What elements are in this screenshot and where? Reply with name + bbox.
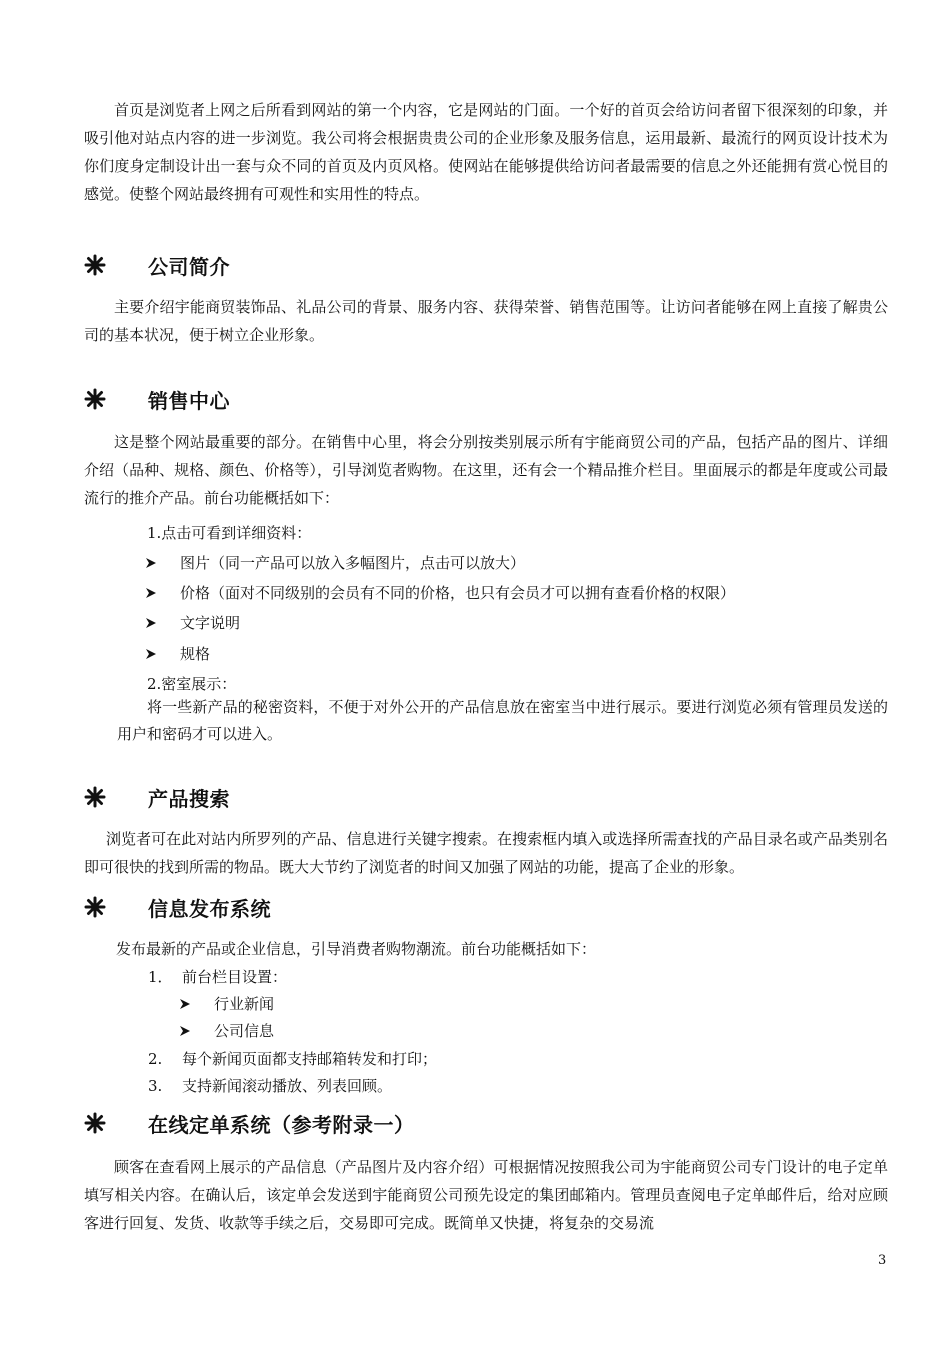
item-number: 3. (148, 1077, 163, 1095)
arrow-bullet-icon (144, 556, 158, 570)
bullet-text: 公司信息 (214, 1022, 275, 1040)
arrow-bullet-icon (178, 997, 192, 1011)
list-item (144, 610, 240, 636)
heading-title: 在线定单系统（参考附录一） (148, 1112, 415, 1137)
bullet-text: 行业新闻 (214, 995, 275, 1013)
list-item (178, 991, 274, 1017)
company-paragraph: 主要介绍宇能商贸装饰品、礼品公司的背景、服务内容、获得荣誉、销售范围等。让访问者能够在网上直接了解贵公司的基本状况，便于树立企业形象。 (84, 298, 888, 344)
search-paragraph: 浏览者可在此对站内所罗列的产品、信息进行关键字搜索。在搜索框内填入或选择所需查找的产品目录名或产品类别名即可很快的找到所需的物品。既大大节约了浏览者的时间又加强了网站的功能，提高了企业的形象。 (84, 830, 888, 876)
heading-info (84, 890, 271, 924)
arrow-bullet-icon (144, 616, 158, 630)
bullet-text: 文字说明 (180, 614, 241, 632)
arrow-bullet-icon (178, 1024, 192, 1038)
order-paragraph: 顾客在查看网上展示的产品信息（产品图片及内容介绍）可根据情况按照我公司为宇能商贸公司专门设计的电子定单填写相关内容。在确认后，该定单会发送到宇能商贸公司预先设定的集团邮箱内。管理员查阅电子定单邮件后，给对应顾客进行回复、发货、收款等手续之后，交易即可完成。既简单又快捷，将复杂的交易流 (84, 1158, 888, 1232)
list-item (144, 641, 210, 667)
list-item (178, 1018, 274, 1044)
item-text: 支持新闻滚动播放、列表回顾。 (182, 1077, 393, 1095)
heading-sales (84, 382, 230, 416)
info-item-3 (148, 1073, 392, 1099)
heading-title: 产品搜索 (148, 786, 230, 811)
info-paragraph: 发布最新的产品或企业信息，引导消费者购物潮流。前台功能概括如下： (116, 940, 597, 958)
sales-item-2-paragraph: 将一些新产品的秘密资料，不便于对外公开的产品信息放在密室当中进行展示。要进行浏览必须有管理员发送的用户和密码才可以进入。 (117, 698, 888, 743)
heading-title: 销售中心 (148, 388, 230, 413)
item-text: 每个新闻页面都支持邮箱转发和打印； (182, 1050, 438, 1068)
heading-company (84, 248, 230, 282)
asterisk-star-icon (84, 388, 106, 410)
intro-paragraph: 首页是浏览者上网之后所看到网站的第一个内容，它是网站的门面。一个好的首页会给访问者留下很深刻的印象，并吸引他对站点内容的进一步浏览。我公司将会根据贵贵公司的企业形象及服务信息，运用最新、最流行的网页设计技术为你们度身定制设计出一套与众不同的首页及内页风格。使网站在能够提供给访问者最需要的信息之外还能拥有赏心悦目的感觉。使整个网站最终拥有可观性和实用性的特点。 (84, 101, 888, 203)
item-number: 2. (148, 1050, 163, 1068)
sales-item-2: 2.密室展示： (147, 675, 237, 693)
info-item-1 (148, 964, 287, 990)
sales-paragraph: 这是整个网站最重要的部分。在销售中心里，将会分别按类别展示所有宇能商贸公司的产品，包括产品的图片、详细介绍（品种、规格、颜色、价格等），引导浏览者购物。在这里，还有会一个精品推介栏目。里面展示的都是年度或公司最流行的推介产品。前台功能概括如下： (84, 433, 888, 507)
list-item (144, 550, 525, 576)
bullet-text: 规格 (180, 645, 211, 663)
heading-search (84, 780, 230, 814)
asterisk-star-icon (84, 1112, 106, 1134)
info-item-2 (148, 1046, 437, 1072)
arrow-bullet-icon (144, 647, 158, 661)
asterisk-star-icon (84, 896, 106, 918)
bullet-text: 价格（面对不同级别的会员有不同的价格，也只有会员才可以拥有查看价格的权限） (180, 584, 736, 602)
item-number: 1． (148, 968, 173, 986)
arrow-bullet-icon (144, 586, 158, 600)
heading-title: 信息发布系统 (148, 896, 271, 921)
asterisk-star-icon (84, 786, 106, 808)
page-number: 3 (878, 1253, 887, 1268)
heading-order (84, 1106, 415, 1140)
heading-title: 公司简介 (148, 254, 230, 279)
asterisk-star-icon (84, 254, 106, 276)
list-item (144, 580, 735, 606)
sales-item-1: 1.点击可看到详细资料： (147, 524, 312, 542)
bullet-text: 图片（同一产品可以放入多幅图片，点击可以放大） (180, 554, 526, 572)
item-text: 前台栏目设置： (182, 968, 288, 986)
